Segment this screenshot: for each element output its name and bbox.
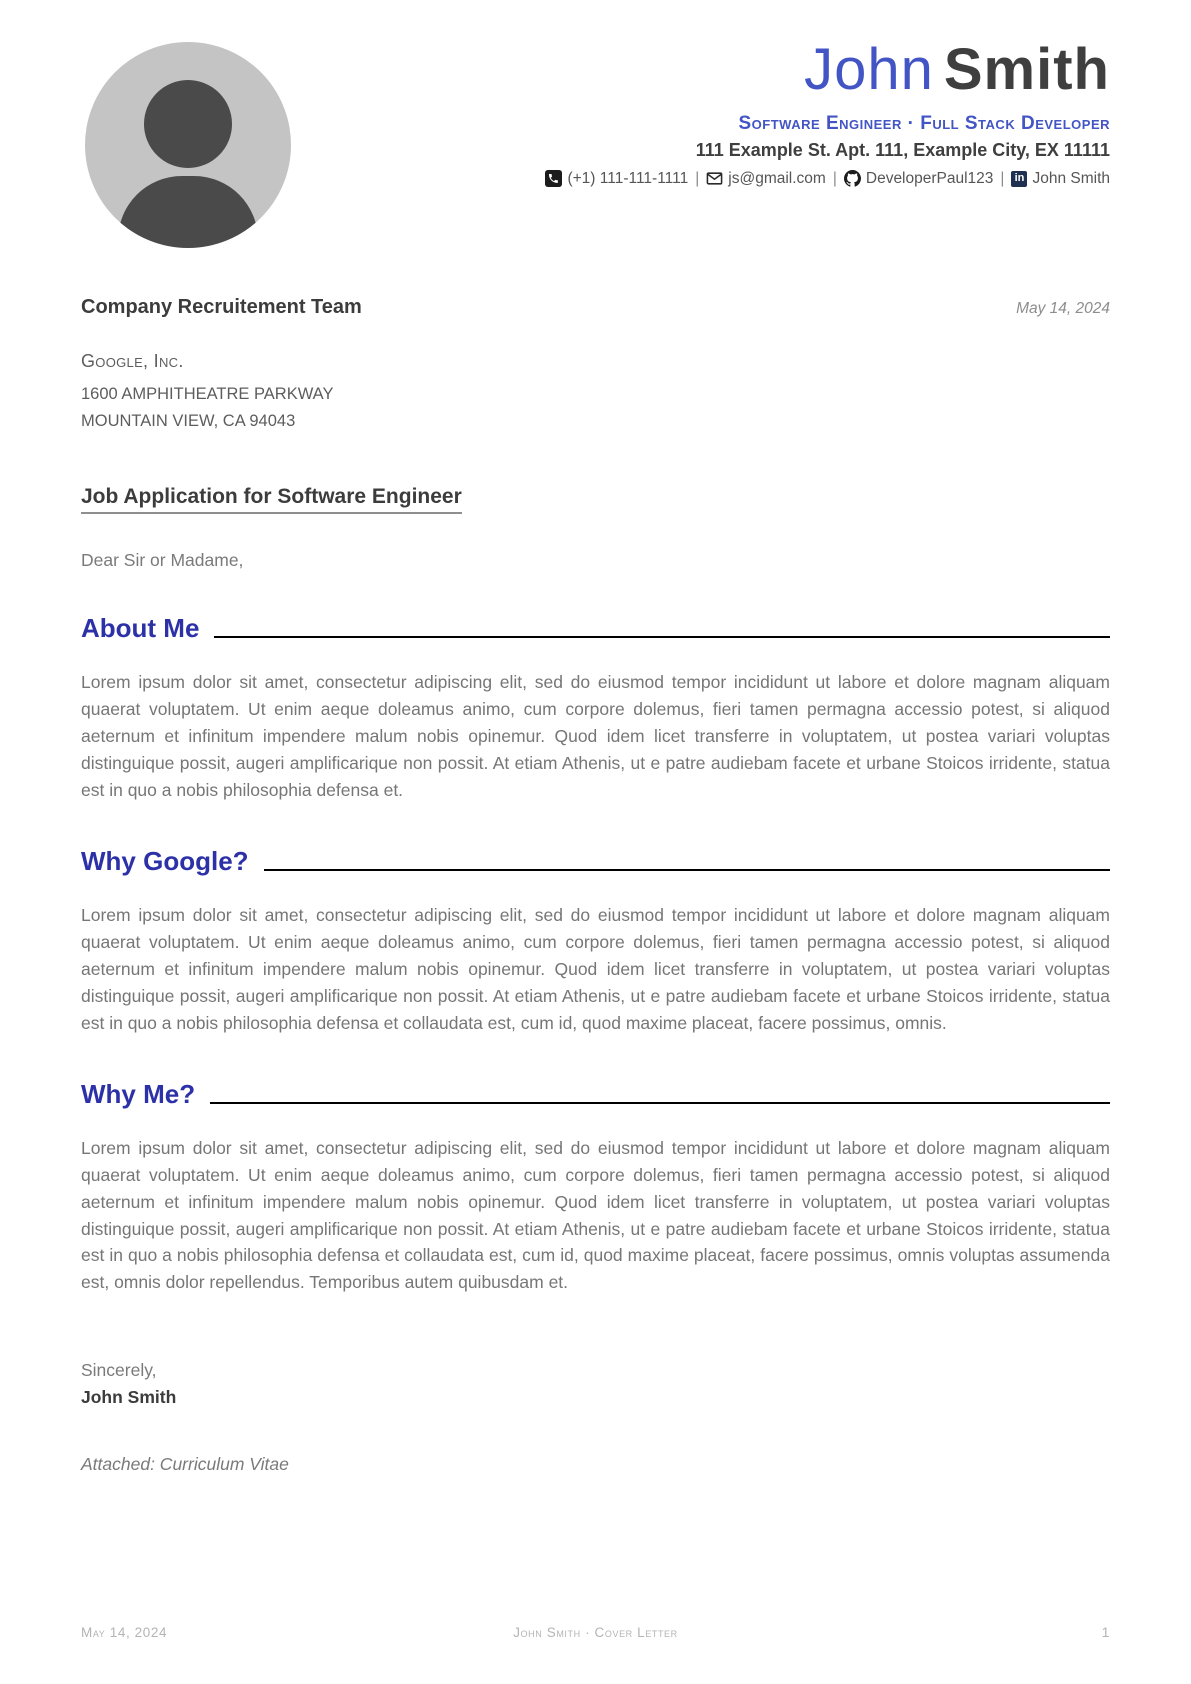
company-address [81, 381, 1110, 435]
subject-title: Job Application for Software Engineer [81, 485, 462, 514]
valediction: Sincerely, [81, 1360, 157, 1381]
contact-divider: | [832, 169, 837, 187]
section-rule [210, 1102, 1110, 1104]
linkedin-name: John Smith [1032, 169, 1110, 187]
section-about-me [81, 613, 1110, 804]
avatar [85, 42, 291, 248]
company-address-block [81, 351, 1110, 435]
postal-address: 111 Example St. Apt. 111, Example City, EX 11111 [695, 139, 1110, 160]
email-icon [706, 170, 723, 187]
section-heading: About Me [81, 613, 200, 644]
contact-linkedin[interactable] [1011, 170, 1110, 188]
recipient-title: Company Recruitement Team [81, 295, 362, 318]
footer-title: John Smith · Cover Letter [513, 1625, 678, 1640]
footer-page-number: 1 [1101, 1624, 1110, 1640]
phone-icon [545, 170, 562, 187]
section-rule [214, 636, 1110, 638]
salutation: Dear Sir or Madame, [81, 550, 244, 571]
github-icon [844, 170, 861, 187]
contact-github[interactable] [844, 170, 994, 188]
company-address-line: MOUNTAIN VIEW, CA 94043 [81, 412, 296, 431]
section-body: Lorem ipsum dolor sit amet, consectetur adipiscing elit, sed do eiusmod tempor incididunt ut labore et dolore magnam aliquam quaerat voluptatem. Ut enim aeque doleamus animo, cum corpore dolemus, fieri tamen permagna accessio potest, si aliquod aeternum et infinitum impendere malum nobis opinemur. Quod idem licet transferre in voluptatem, ut postea variari voluptas distinguique possit, augeri amplificarique non possit. At etiam Athenis, ut e patre audiebam facete et urbane Stoicos irridente, statua est in quo a nobis philosophia defensa et collaudata est, cum id, quod maxime placeat, facere possimus, omnis. [81, 905, 1110, 1033]
job-title-subtitle: Software Engineer · Full Stack Developer [738, 112, 1110, 134]
section-header [81, 1079, 1110, 1110]
section-heading: Why Me? [81, 1078, 196, 1109]
signature-name: John Smith [81, 1387, 177, 1408]
last-name: Smith [943, 37, 1110, 102]
section-heading: Why Google? [81, 846, 249, 877]
person-icon-torso [118, 176, 258, 248]
letter-date: May 14, 2024 [1016, 299, 1110, 317]
section-body: Lorem ipsum dolor sit amet, consectetur adipiscing elit, sed do eiusmod tempor incididunt ut labore et dolore magnam aliquam quaerat voluptatem. Ut enim aeque doleamus animo, cum corpore dolemus, fieri tamen permagna accessio potest, si aliquod aeternum et infinitum impendere malum nobis opinemur. Quod idem licet transferre in voluptatem, ut postea variari voluptas distinguique possit, augeri amplificarique non possit. At etiam Athenis, ut e patre audiebam facete et urbane Stoicos irridente, statua est in quo a nobis philosophia defensa et collaudata est, cum id, quod maxime placeat, facere possimus, omnis voluptas assumenda est, omnis dolor repellendus. Temporibus autem quibusdam et. [81, 1137, 1110, 1293]
contact-phone[interactable] [545, 170, 688, 188]
footer-date: May 14, 2024 [81, 1625, 168, 1640]
phone-number: (+1) 111-111-1111 [567, 169, 689, 187]
company-name: Google, Inc. [81, 350, 184, 371]
closing-block [81, 1360, 1110, 1408]
email-address: js@gmail.com [728, 169, 826, 187]
attachment-note: Attached: Curriculum Vitae [81, 1454, 289, 1475]
section-body: Lorem ipsum dolor sit amet, consectetur adipiscing elit, sed do eiusmod tempor incididunt ut labore et dolore magnam aliquam quaerat voluptatem. Ut enim aeque doleamus animo, cum corpore dolemus, fieri tamen permagna accessio potest, si aliquod aeternum et infinitum impendere malum nobis opinemur. Quod idem licet transferre in voluptatem, ut postea variari voluptas distinguique possit, augeri amplificarique non possit. At etiam Athenis, ut e patre audiebam facete et urbane Stoicos irridente, statua est in quo a nobis philosophia defensa et. [81, 672, 1110, 801]
contact-email[interactable] [706, 170, 826, 188]
company-address-line: 1600 AMPHITHEATRE PARKWAY [81, 384, 334, 403]
section-why-me [81, 1079, 1110, 1297]
first-name: John [804, 37, 934, 102]
linkedin-icon: in [1011, 171, 1027, 187]
recipient-row [81, 296, 1110, 319]
section-header [81, 846, 1110, 877]
section-rule [264, 869, 1110, 871]
github-username: DeveloperPaul123 [865, 169, 994, 187]
person-icon [144, 80, 232, 168]
contact-divider: | [695, 169, 700, 187]
section-header [81, 613, 1110, 644]
page-footer [81, 1624, 1110, 1640]
section-why-google [81, 846, 1110, 1037]
contact-divider: | [1000, 169, 1005, 187]
